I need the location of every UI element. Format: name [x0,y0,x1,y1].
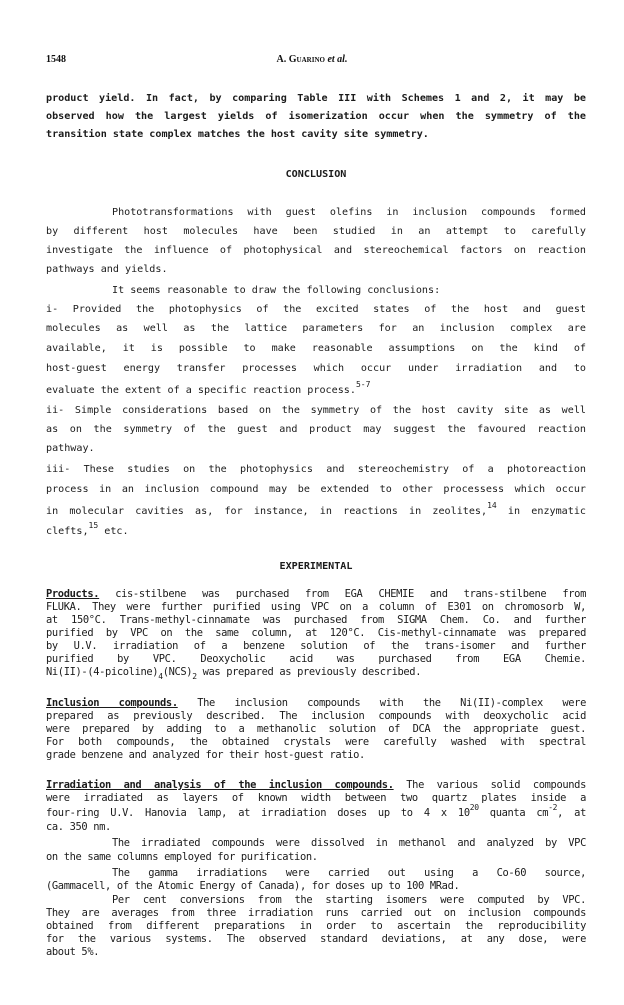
text-line: Phototransformations with guest olefins in inclusion compounds formed [112,207,586,218]
text-line: were prepared by adding to a methanolic solution of DCA the appropriate guest. [46,723,586,735]
subsection-heading: Products. [46,588,100,600]
text-line: about 5%. [46,946,100,958]
text-line: for the various systems. The observed standard deviations, at any dose, were [46,933,586,945]
text-line: pathways and yields. [46,264,168,275]
reference-superscript: 5-7 [355,380,371,389]
text-line: in molecular cavities as, for instance, in reactions in zeolites,$^{14}$ in enzymatic [46,501,586,517]
text-line: by different host molecules have been studied in an attempt to carefully [46,226,586,237]
text-line: i- Provided the photophysics of the excited states of the host and guest [46,304,586,315]
section-heading: CONCLUSION [285,169,347,180]
text-line: on the same columns employed for purification. [46,851,318,863]
text-line: as on the symmetry of the guest and product may suggest the favoured reaction [46,424,586,435]
text-line: investigate the influence of photophysical and stereochemical factors on reaction [46,245,586,256]
text-line: purified by VPC on the same column, at 120°C. Cis-methyl-cinnamate was prepared [46,627,586,639]
reference-superscript: 15 [88,521,99,530]
text-line: ca. 350 nm. [46,821,111,833]
text-line: evaluate the extent of a specific reaction process.$^{5-7}$ [46,380,371,396]
text-line: It seems reasonable to draw the following conclusions: [112,285,441,296]
text-line: transition state complex matches the host cavity site symmetry. [46,129,429,140]
text-line: molecules as well as the lattice parameters for an inclusion complex are [46,323,586,334]
text-line: were irradiated as layers of known width between two quartz plates inside a [46,792,586,804]
text-line: by U.V. irradiation of a benzene solution of the trans-isomer and further [46,640,586,652]
text-line: The irradiated compounds were dissolved in methanol and analyzed by VPC [112,837,586,849]
text-line: The gamma irradiations were carried out using a Co-60 source, [112,867,586,879]
text-line: clefts,$^{15}$ etc. [46,521,129,537]
text-line: product yield. In fact, by comparing Table III with Schemes 1 and 2, it may be [46,93,586,104]
subsection-heading: Irradiation and analysis of the inclusion compounds. [46,779,394,791]
text-line: host-guest energy transfer processes which occur under irradiation and to [46,363,586,374]
text-line: (Gammacell, of the Atomic Energy of Canada), for doses up to 100 MRad. [46,880,460,892]
text-line: Per cent conversions from the starting isomers were computed by VPC. [112,894,586,906]
text-line: iii- These studies on the photophysics and stereochemistry of a photoreaction [46,464,586,475]
subsection-heading: Inclusion compounds. [46,697,178,709]
text-line: prepared as previously described. The inclusion compounds with deoxycholic acid [46,710,586,722]
text-line: purified by VPC. Deoxycholic acid was purchased from EGA Chemie. [46,653,586,665]
text-line: pathway. [46,443,95,454]
section-heading: EXPERIMENTAL [279,561,353,572]
text-line: observed how the largest yields of isomerization occur when the symmetry of the [46,111,586,122]
text-line: four-ring U.V. Hanovia lamp, at irradiation doses up to 4 x $10^{20}$ quanta $cm^{-2}$, at [46,803,586,819]
text-line: Products. cis-stilbene was purchased from EGA CHEMIE and trans-stilbene from [46,588,586,600]
text-line: process in an inclusion compound may be extended to other processess which occur [46,484,586,495]
text-line: obtained from different preparations in order to ascertain the reproducibility [46,920,586,932]
text-line: available, it is possible to make reasonable assumptions on the kind of [46,343,586,354]
reference-superscript: 14 [487,501,497,510]
text-line: ii- Simple considerations based on the symmetry of the host cavity site as well [46,405,586,416]
running-head: A. Guarino et al. [276,54,348,65]
text-line: $Ni(II)-(4-picoline)_4(NCS)_2$ was prepared as previously described. [46,666,422,681]
text-line: Irradiation and analysis of the inclusion compounds. The various solid compounds [46,779,586,791]
text-line: grade benzene and analyzed for their host-guest ratio. [46,749,365,761]
text-line: FLUKA. They were further purified using VPC on a column of E301 on chromosorb W, [46,601,586,613]
text-line: at 150°C. Trans-methyl-cinnamate was purchased from SIGMA Chem. Co. and further [46,614,586,626]
text-line: They are averages from three irradiation runs carried out on inclusion compounds [46,907,586,919]
page-number: 1548 [46,54,66,65]
text-line: For both compounds, the obtained crystals were carefully washed with spectral [46,736,586,748]
text-line: Inclusion compounds. The inclusion compounds with the Ni(II)-complex were [46,697,586,709]
